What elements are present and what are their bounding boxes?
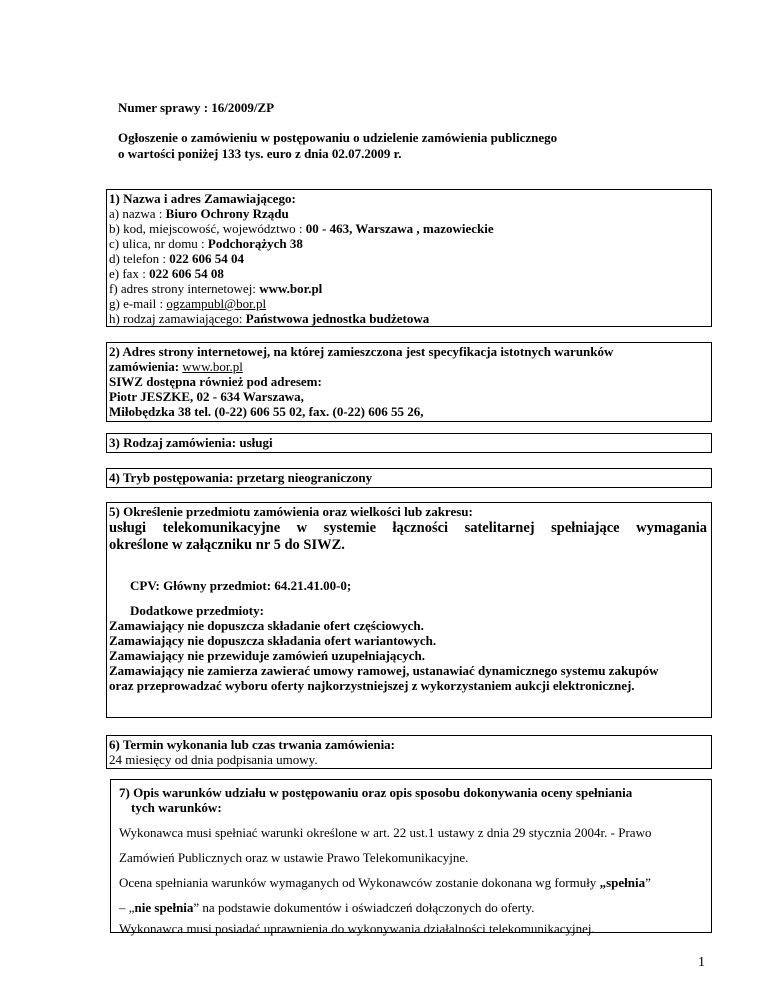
email-link[interactable]: ogzampubl@bor.pl [166,296,267,311]
row-fax-value: 022 606 54 08 [149,266,224,281]
row-postal-label: b) kod, miejscowość, województwo : [109,221,306,236]
row-website [109,282,322,296]
row-type-value: Państwowa jednostka budżetowa [245,311,430,326]
section-6-title: 6) Termin wykonania lub czas trwania zamówienia: [109,737,396,752]
list-item: Zamawiający nie przewiduje zamówień uzupełniających. [109,648,425,663]
row-fax [109,267,224,281]
section-7-p2-line-1 [119,876,651,890]
row-street-label: c) ulica, nr domu : [109,236,208,251]
section-4-title: 4) Tryb postępowania: przetarg nieograniczony [109,470,373,485]
section-1-title: 1) Nazwa i adres Zamawiającego: [109,191,296,206]
p2-quote-close: ” [645,875,651,890]
p2-spelnia: „spełnia [599,875,646,890]
row-phone-label: d) telefon : [109,251,170,266]
list-item: Zamawiający nie dopuszcza składania ofert wariantowych. [109,633,437,648]
section-7-title-line-2: tych warunków: [131,800,222,815]
row-phone [109,252,244,266]
row-fax-label: e) fax : [109,266,150,281]
section-6-box [106,735,712,769]
section-7-p2-line-2 [119,901,534,915]
section-3-title: 3) Rodzaj zamówienia: usługi [109,435,273,450]
p2-nie-spelnia: nie spełnia [134,900,194,915]
section-7-p1-line-2: Zamówień Publicznych oraz w ustawie Prawo Telekomunikacyjne. [119,850,469,865]
row-phone-value: 022 606 54 04 [169,251,245,266]
section-2-line-3: SIWZ dostępna również pod adresem: [109,374,322,389]
section-2-label: zamówienia: [109,359,183,374]
cpv-code: CPV: Główny przedmiot: 64.21.41.00-0; [130,578,352,593]
section-3-box [106,433,712,453]
row-website-label: f) adres strony internetowej: [109,281,260,296]
row-type [109,312,429,326]
case-number: Numer sprawy : 16/2009/ZP [118,100,275,115]
section-2-line-2 [109,360,243,374]
announcement-line-1: Ogłoszenie o zamówieniu w postępowaniu o udzielenie zamówienia publicznego [118,130,558,145]
row-postal-value: 00 - 463, Warszawa , mazowieckie [305,221,494,236]
p2-text-c: ” na podstawie dokumentów i oświadczeń dołączonych do oferty. [193,900,535,915]
section-5-box [106,502,712,718]
page-number: 1 [698,955,705,970]
section-5-desc-line-1: usługi telekomunikacyjne w systemie łączności satelitarnej spełniające wymagania [109,520,707,536]
list-item: Zamawiający nie dopuszcza składanie ofert częściowych. [109,618,424,633]
section-2-line-5: Miłobędzka 38 tel. (0-22) 606 55 02, fax. (0-22) 606 55 26, [109,404,424,419]
row-name [109,207,289,221]
siwz-link[interactable]: www.bor.pl [182,359,243,374]
section-2-box [106,342,712,422]
announcement-line-2: o wartości poniżej 133 tys. euro z dnia 02.07.2009 r. [118,146,402,161]
section-5-title: 5) Określenie przedmiotu zamówienia oraz wielkości lub zakresu: [109,504,473,519]
p2-text-a: Ocena spełniania warunków wymaganych od Wykonawców zostanie dokonana wg formuły [119,875,600,890]
row-name-label: a) nazwa : [109,206,166,221]
row-type-label: h) rodzaj zamawiającego: [109,311,246,326]
section-2-title: 2) Adres strony internetowej, na której zamieszczona jest specyfikacja istotnych warunków [109,344,614,359]
list-item: Zamawiający nie zamierza zawierać umowy ramowej, ustanawiać dynamicznego systemu zakupów [109,663,659,678]
row-email-label: g) e-mail : [109,296,167,311]
p2-dash-quote: – „ [119,900,135,915]
row-website-value: www.bor.pl [259,281,323,296]
section-2-line-4: Piotr JESZKE, 02 - 634 Warszawa, [109,389,304,404]
row-street-value: Podchorążych 38 [207,236,303,251]
list-item: oraz przeprowadzać wyboru oferty najkorzystniejszej z wykorzystaniem aukcji elektronicznej. [109,678,635,693]
row-postal [109,222,494,236]
section-7-box [110,779,712,936]
section-7-p3: Wykonawca musi posiadać uprawnienia do wykonywania działalności telekomunikacyjnej. [119,921,595,936]
section-4-box [106,468,712,488]
section-7-p1-line-1: Wykonawca musi spełniać warunki określone w art. 22 ust.1 ustawy z dnia 29 stycznia 2004r. - Prawo [119,825,652,840]
row-street [109,237,303,251]
row-email [109,297,266,311]
section-6-value: 24 miesięcy od dnia podpisania umowy. [109,752,318,767]
section-5-desc-line-2: określone w załączniku nr 5 do SIWZ. [109,537,345,553]
additional-subjects-label: Dodatkowe przedmioty: [130,603,264,618]
section-7-title: 7) Opis warunków udziału w postępowaniu oraz opis sposobu dokonywania oceny spełniania [119,785,633,800]
row-name-value: Biuro Ochrony Rządu [165,206,289,221]
section-1-box [106,189,712,327]
